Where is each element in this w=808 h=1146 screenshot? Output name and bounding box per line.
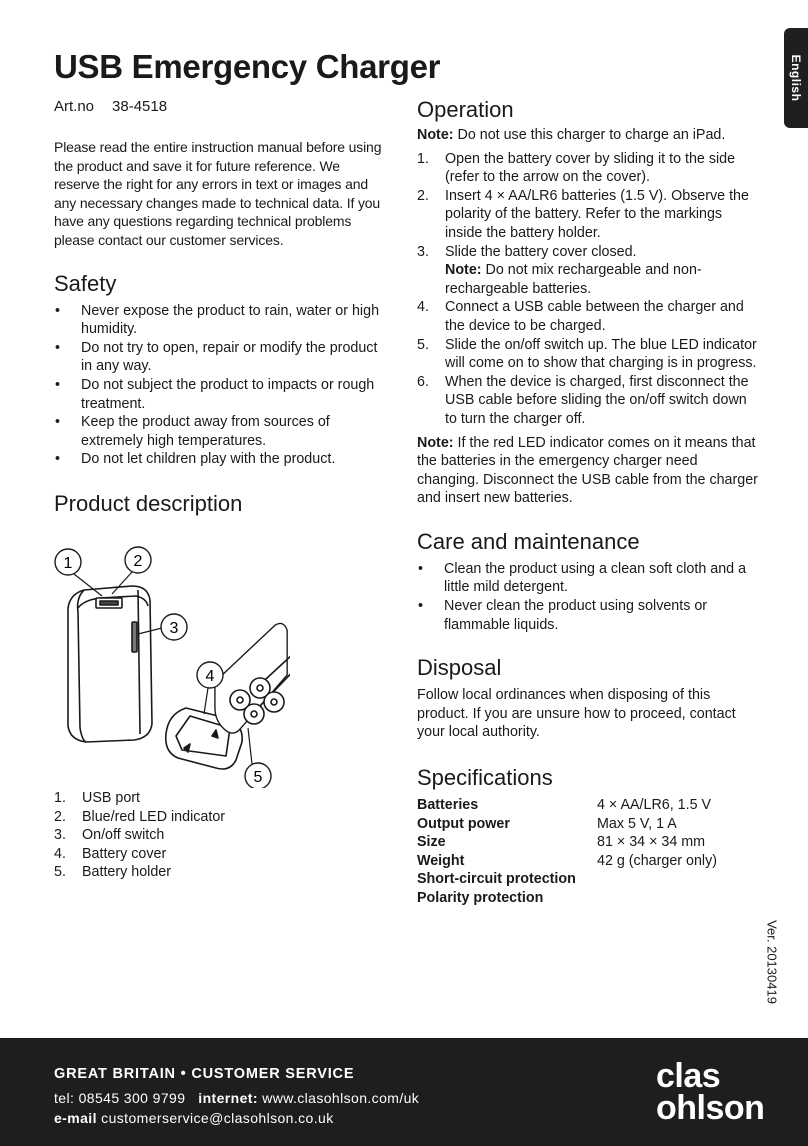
- footer-contact-line: [54, 1090, 419, 1106]
- safety-item: • Keep the product away from sources of extremely high temperatures.: [55, 414, 330, 449]
- email-label: e-mail: [54, 1110, 97, 1126]
- operation-step: 3. Slide the battery cover closed. Note: Do not mix rechargeable and non-rechargeable batteries.: [417, 243, 702, 297]
- page-title: USB Emergency Charger: [54, 48, 441, 85]
- callout-1: 1: [63, 555, 73, 572]
- safety-item: • Do not let children play with the product.: [55, 451, 336, 468]
- footer-heading: GREAT BRITAIN • CUSTOMER SERVICE: [54, 1066, 355, 1082]
- callout-3: 3: [169, 620, 179, 637]
- email-link[interactable]: customerservice@clasohlson.co.uk: [101, 1110, 334, 1126]
- spec-row: Size 81 × 34 × 34 mm: [417, 834, 706, 851]
- language-label: English: [789, 54, 803, 102]
- part-item: 4. Battery cover: [54, 845, 167, 862]
- brand-logo: clas ohlson: [656, 1057, 765, 1127]
- spec-row: Batteries 4 × AA/LR6, 1.5 V: [417, 797, 712, 814]
- operation-step: 2. Insert 4 × AA/LR6 batteries (1.5 V). Observe the polarity of the battery. Refer to the markings inside the battery holder.: [417, 187, 749, 241]
- operation-step: 4. Connect a USB cable between the charger and the device to be charged.: [417, 299, 744, 334]
- operation-step: 5. Slide the on/off switch up. The blue LED indicator will come on to show that charging is in progress.: [417, 336, 757, 372]
- operation-step: 6. When the device is charged, first disconnect the USB cable before sliding the on/off switch down to turn the charger off.: [417, 373, 749, 427]
- spec-row: Weight 42 g (charger only): [417, 852, 717, 869]
- part-item: 5. Battery holder: [54, 864, 172, 881]
- care-heading: Care and maintenance: [417, 528, 640, 554]
- language-tab: [784, 28, 808, 128]
- spec-row: Short-circuit protection: [417, 871, 576, 888]
- callout-5: 5: [253, 769, 263, 786]
- callout-4: 4: [205, 668, 215, 685]
- article-number-value: 38-4518: [112, 98, 168, 115]
- right-column: [417, 96, 762, 908]
- safety-list: [54, 302, 384, 469]
- intro-text: Please read the entire instruction manual before using the product and save it for future reference. We reserve the right for any errors in text or images and any necessary changes made to technical data. If you have any questions regarding technical problems please contact our customer services.: [54, 139, 382, 248]
- part-item: 2. Blue/red LED indicator: [54, 808, 226, 825]
- operation-note: Note: Do not use this charger to charge an iPad.: [417, 127, 726, 143]
- footer: [0, 1038, 808, 1146]
- part-item: 1. USB port: [54, 790, 141, 806]
- part-item: 3. On/off switch: [54, 827, 165, 844]
- disposal-heading: Disposal: [417, 655, 502, 681]
- footer-email-line: [54, 1110, 334, 1126]
- tel-number: 08545 300 9799: [78, 1090, 186, 1106]
- product-illustration: [40, 538, 290, 788]
- operation-steps: [417, 150, 762, 429]
- specifications-heading: Specifications: [417, 765, 553, 791]
- tel-label: tel:: [54, 1090, 75, 1106]
- internet-link[interactable]: www.clasohlson.com/uk: [262, 1090, 420, 1106]
- safety-item: • Do not try to open, repair or modify the product in any way.: [55, 339, 378, 375]
- care-list: [417, 560, 762, 634]
- article-number-label: Art.no: [54, 98, 95, 115]
- care-item: • Clean the product using a clean soft cloth and a little mild detergent.: [418, 560, 747, 596]
- version-label: Ver. 20130419: [764, 920, 780, 1004]
- specifications-table: [417, 796, 762, 908]
- safety-heading: Safety: [54, 270, 117, 296]
- safety-item: • Do not subject the product to impacts or rough treatment.: [55, 376, 375, 412]
- disposal-text: Follow local ordinances when disposing of this product. If you are unsure how to proceed, contact your local authority.: [417, 687, 736, 741]
- internet-label: internet:: [198, 1090, 258, 1106]
- safety-item: • Never expose the product to rain, water or high humidity.: [55, 302, 380, 338]
- product-description-heading: Product description: [54, 490, 243, 516]
- spec-row: Output power Max 5 V, 1 A: [417, 815, 677, 832]
- left-column: [54, 138, 384, 518]
- care-item: • Never clean the product using solvents or flammable liquids.: [418, 598, 708, 633]
- parts-list: [54, 789, 225, 882]
- article-number: [54, 98, 167, 115]
- operation-heading: Operation: [417, 97, 514, 122]
- operation-note-bottom: Note: If the red LED indicator comes on it means that the batteries in the emergency charger need changing. Disconnect the USB cable from the charger and insert new batteries.: [417, 434, 758, 507]
- callout-2: 2: [133, 553, 143, 570]
- spec-row: Polarity protection: [417, 890, 544, 906]
- operation-step: 1. Open the battery cover by sliding it to the side (refer to the arrow on the cover).: [417, 150, 736, 186]
